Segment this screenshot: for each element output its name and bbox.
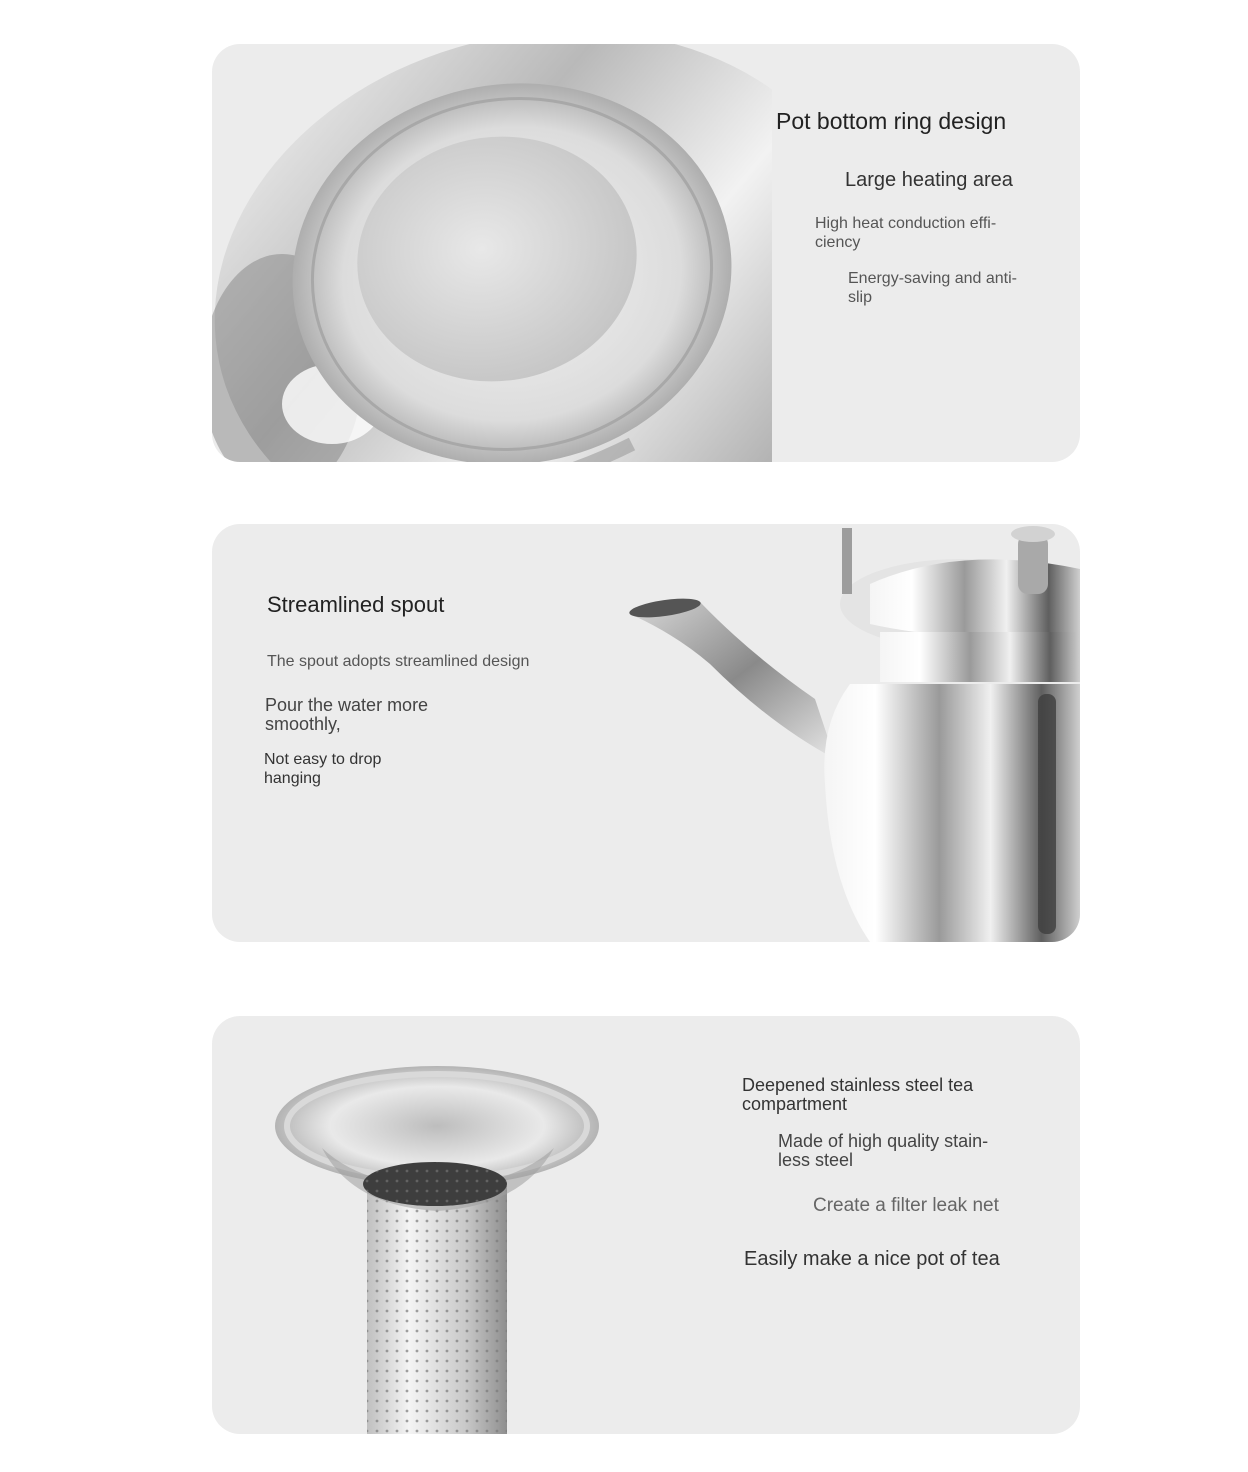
panel-2-line-2: The spout adopts streamlined design — [267, 653, 530, 670]
panel-3-line-2: Made of high quality stain-less steel — [778, 1131, 989, 1170]
tea-infuser-image — [272, 1056, 632, 1434]
feature-panel-pot-bottom — [212, 44, 1080, 462]
kettle-spout-image — [620, 524, 1080, 942]
panel-1-line-2: Large heating area — [845, 169, 1013, 191]
panel-2-line-3: Pour the water more smoothly, — [265, 695, 429, 734]
feature-panel-tea-compartment — [212, 1016, 1080, 1434]
feature-panel-spout — [212, 524, 1080, 942]
panel-1-heading: Pot bottom ring design — [776, 108, 1007, 134]
kettle-bottom-image — [212, 44, 772, 462]
panel-1-line-4: Energy-saving and anti-slip — [848, 270, 1017, 306]
panel-3-line-4: Easily make a nice pot of tea — [744, 1248, 1000, 1270]
panel-3-heading: Deepened stainless steel tea compartment — [742, 1075, 974, 1114]
panel-3-line-3: Create a filter leak net — [813, 1195, 999, 1216]
panel-2-line-4: Not easy to drop hanging — [264, 751, 382, 787]
panel-2-heading: Streamlined spout — [267, 592, 445, 617]
panel-1-line-3: High heat conduction effi-ciency — [815, 215, 997, 251]
